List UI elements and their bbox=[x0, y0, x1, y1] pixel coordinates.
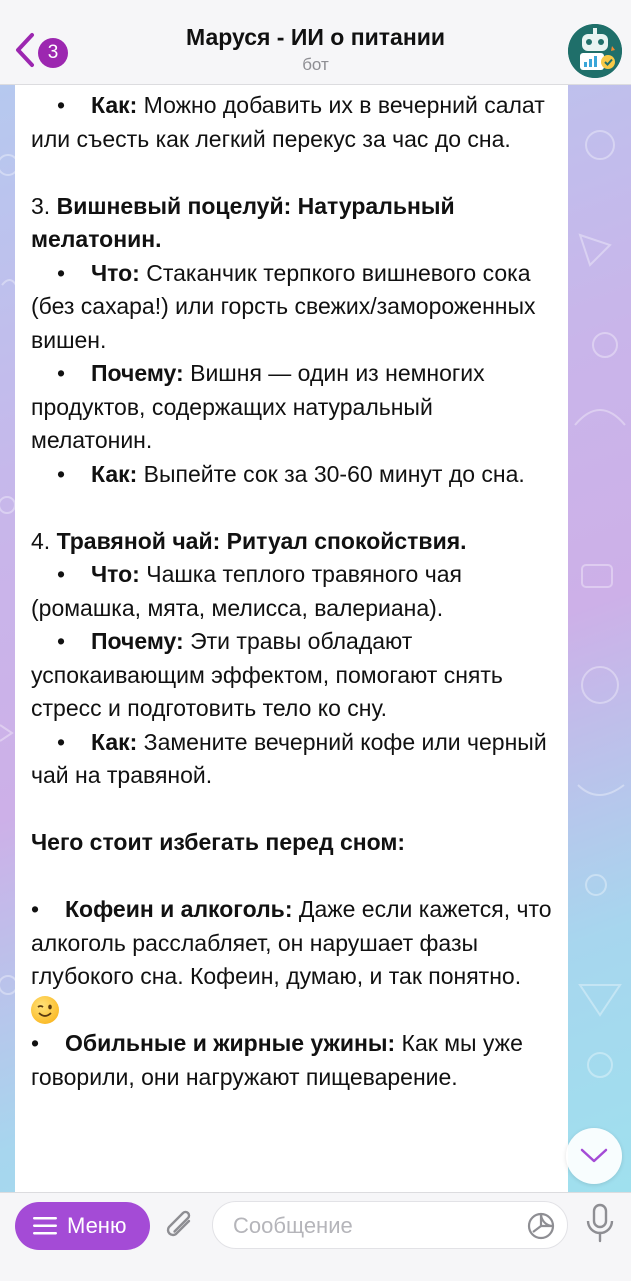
list-item: • Кофеин и алкоголь: Даже если кажется, что алкоголь расслабляет, он нарушает фазы глубокого сна. Кофеин, думаю, и так понятно. bbox=[31, 893, 554, 1027]
robot-icon bbox=[568, 24, 622, 78]
winking-face-emoji-icon bbox=[31, 996, 59, 1024]
microphone-icon bbox=[585, 1203, 615, 1245]
message-input[interactable] bbox=[231, 1210, 515, 1242]
list-item: • Что: Чашка теплого травяного чая (ромашка, мята, мелисса, валериана). bbox=[31, 561, 462, 621]
list-item: • Почему: Эти травы обладают успокаивающим эффектом, помогают снять стресс и подготовить тело ко сну. bbox=[31, 628, 503, 721]
sticker-button[interactable] bbox=[527, 1212, 555, 1245]
list-item: • Обильные и жирные ужины: Как мы уже говорили, они нагружают пищеварение. bbox=[31, 1030, 523, 1090]
menu-button-label: Меню bbox=[67, 1213, 127, 1238]
message-bubble[interactable] bbox=[15, 85, 568, 1192]
hamburger-icon bbox=[33, 1217, 57, 1235]
voice-message-button[interactable] bbox=[585, 1203, 615, 1250]
scroll-down-button[interactable] bbox=[566, 1128, 622, 1184]
chat-header bbox=[0, 0, 631, 85]
attach-button[interactable] bbox=[163, 1205, 197, 1250]
list-item: • Как: Выпейте сок за 30-60 минут до сна. bbox=[56, 460, 525, 487]
list-item: • Как: Можно добавить их в вечерний салат или съесть как легкий перекус за час до сна. bbox=[31, 92, 545, 152]
section-heading: 4. Травяной чай: Ритуал спокойствия. bbox=[31, 527, 467, 554]
paperclip-icon bbox=[163, 1205, 197, 1245]
chat-subtitle: бот bbox=[302, 55, 329, 74]
input-bar bbox=[0, 1192, 631, 1281]
unread-count-badge: 3 bbox=[38, 38, 68, 68]
bot-menu-button[interactable] bbox=[15, 1202, 150, 1250]
chevron-down-icon bbox=[580, 1146, 608, 1166]
section-heading: 3. Вишневый поцелуй: Натуральный мелатонин. bbox=[31, 192, 455, 252]
sticker-icon bbox=[527, 1212, 555, 1240]
message-field[interactable] bbox=[212, 1201, 568, 1249]
chat-title[interactable]: Маруся - ИИ о питании bbox=[186, 24, 445, 50]
section-heading: Чего стоит избегать перед сном: bbox=[31, 829, 406, 855]
bot-avatar[interactable] bbox=[568, 24, 622, 78]
list-item: • Что: Стаканчик терпкого вишневого сока (без сахара!) или горсть свежих/замороженных вишен. bbox=[31, 259, 536, 353]
list-item: • Как: Замените вечерний кофе или черный чай на травяной. bbox=[31, 728, 547, 788]
list-item: • Почему: Вишня — один из немногих продуктов, содержащих натуральный мелатонин. bbox=[31, 360, 485, 453]
chat-area[interactable] bbox=[0, 85, 631, 1192]
